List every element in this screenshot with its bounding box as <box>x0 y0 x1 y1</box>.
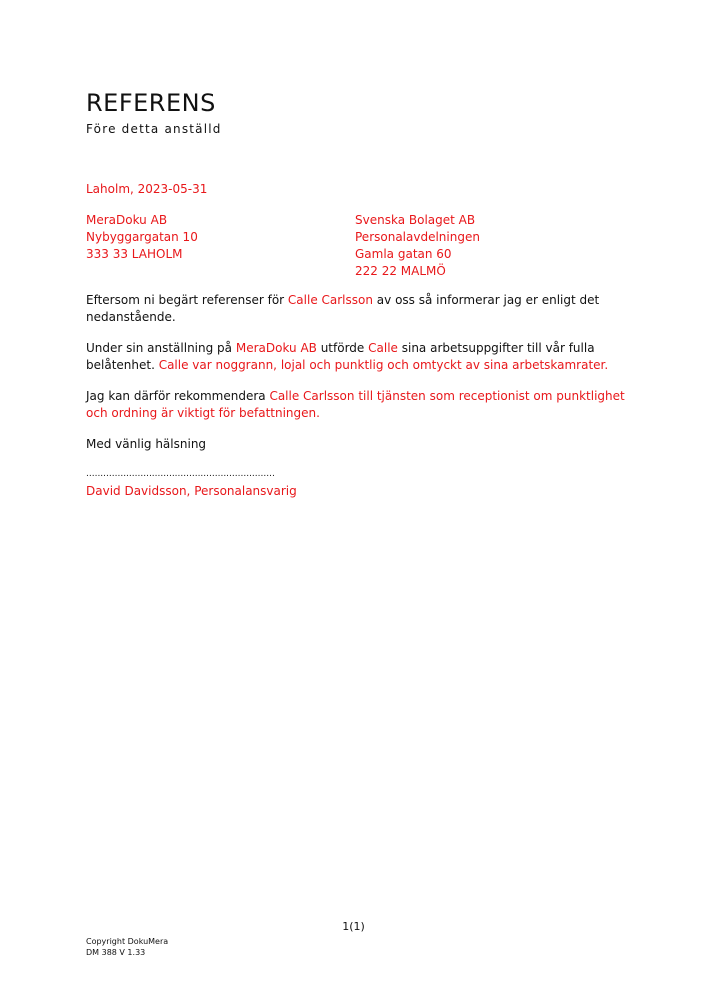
sender-company: MeraDoku AB <box>86 213 168 227</box>
page-number: 1(1) <box>342 920 365 933</box>
letter-date: Laholm, 2023-05-31 <box>86 182 208 196</box>
recipient-address <box>355 212 605 280</box>
recipient-department: Personalavdelningen <box>355 230 480 244</box>
page-subtitle: Före detta anställd <box>86 122 222 136</box>
p3-text-a: Jag kan därför rekommendera <box>86 389 270 403</box>
footer <box>86 936 168 958</box>
paragraph-recommendation <box>86 388 626 422</box>
p2-candidate-name: Calle <box>368 341 398 355</box>
recipient-postal: 222 22 MALMÖ <box>355 264 446 278</box>
signer-name: David Davidsson, Personalansvarig <box>86 484 297 498</box>
p1-candidate-name: Calle Carlsson <box>287 293 373 307</box>
footer-copyright: Copyright DokuMera <box>86 937 169 946</box>
recipient-company: Svenska Bolaget AB <box>355 213 476 227</box>
p1-text-a: Eftersom ni begärt referenser för <box>86 293 288 307</box>
footer-version: DM 388 V 1.33 <box>86 948 146 957</box>
p1-text-b: av oss så informerar jag er enligt det nedanstående. <box>86 293 600 324</box>
sender-street: Nybyggargatan 10 <box>86 230 198 244</box>
closing-greeting: Med vänlig hälsning <box>86 437 207 451</box>
p3-recommendation: Calle Carlsson till tjänsten som receptionist om punktlighet och ordning är viktigt för befattningen. <box>86 389 625 420</box>
paragraph-request <box>86 292 626 326</box>
p2-assessment: Calle var noggrann, lojal och punktlig och omtyckt av sina arbetskamrater. <box>158 358 609 372</box>
signature-line: .................................................................. <box>86 469 275 479</box>
p2-company: MeraDoku AB <box>235 341 317 355</box>
p2-text-a: Under sin anställning på <box>86 341 236 355</box>
page-title: REFERENS <box>86 89 216 117</box>
paragraph-employment <box>86 340 626 374</box>
sender-postal: 333 33 LAHOLM <box>86 247 183 261</box>
p2-text-c: sina arbetsuppgifter till vår fulla belåtenhet. <box>86 341 595 372</box>
p2-text-b: utförde <box>316 341 369 355</box>
recipient-street: Gamla gatan 60 <box>355 247 452 261</box>
sender-address <box>86 212 336 263</box>
